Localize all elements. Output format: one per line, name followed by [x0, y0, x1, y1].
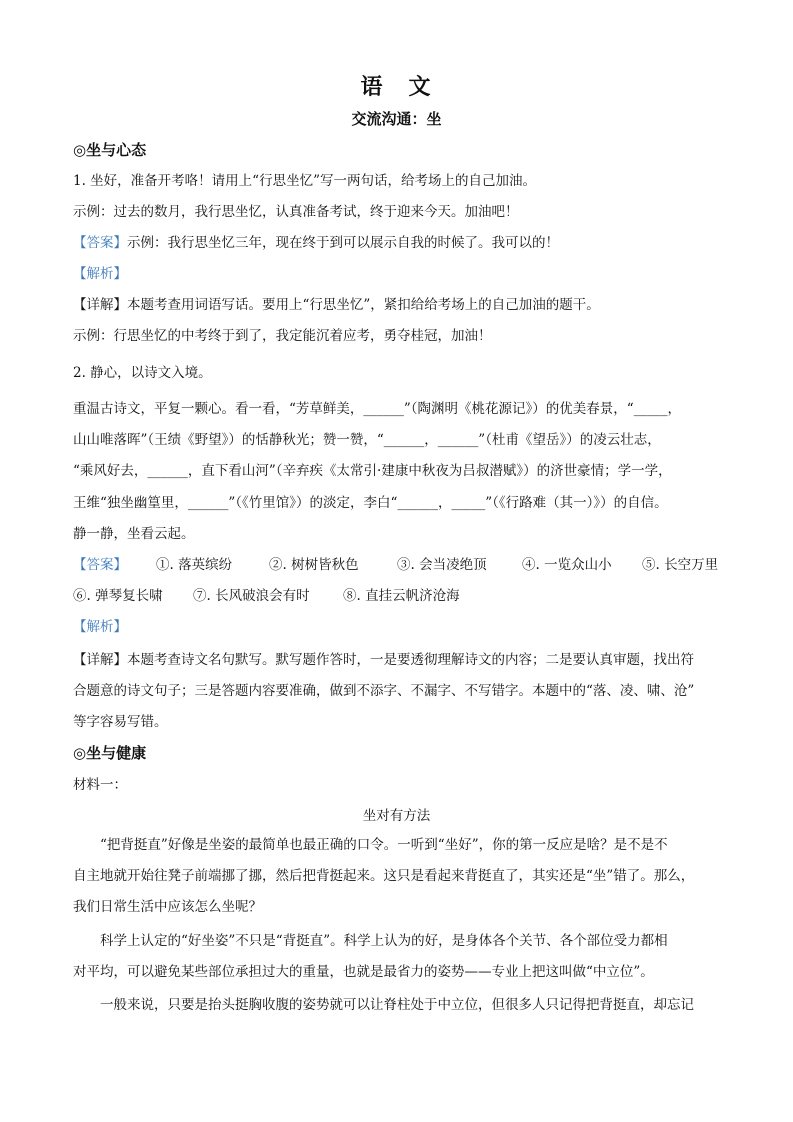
question-1-answer: [73, 233, 733, 253]
page-title: 语 文: [360, 75, 433, 100]
material-label: 材料一：: [73, 777, 127, 793]
answer-item: ⑧. 直挂云帆济沧海: [343, 588, 460, 604]
poem-line: 重温古诗文，平复一颗心。看一看，“芳草鲜美，______”（陶渊明《桃花源记》）的优美春景，“_____，: [73, 401, 681, 417]
answer-text: 示例：我行思坐忆三年，现在终于到可以展示自我的时候了。我可以的！: [127, 235, 559, 251]
answer-item: ⑥. 弹琴复长啸: [73, 588, 163, 604]
section-heading: ◎坐与健康: [73, 744, 147, 762]
material-line: 科学上认定的“好坐姿”不只是“背挺直”。科学上认为的好，是身体各个关节、各个部位受力都相: [100, 933, 668, 949]
poem-line: 王维“独坐幽篁里，______”（《竹里馆》）的淡定，李白“______，_____”（《行路难（其一）》）的自信。: [73, 495, 668, 511]
material-line: 对平均，可以避免某些部位承担过大的重量，也就是最省力的姿势——专业上把这叫做“中立位”。: [73, 964, 654, 980]
question-2-prompt: 2. 静心，以诗文入境。: [73, 365, 212, 381]
question-1-detail: [73, 295, 733, 315]
answer-item: ③. 会当凌绝顶: [397, 557, 487, 573]
question-2-detail: [73, 650, 733, 670]
detail-text: 本题考查用词语写话。要用上“行思坐忆”，紧扣给给考场上的自己加油的题干。: [127, 297, 600, 313]
question-1-prompt: 1. 坐好，准备开考咯！请用上“行思坐忆”写一两句话，给考场上的自己加油。: [73, 173, 536, 189]
material-line: 我们日常生活中应该怎么坐呢？: [73, 899, 262, 915]
answer-tag: 【答案】: [73, 557, 127, 573]
question-2-answers: [73, 555, 733, 575]
page-subtitle: 交流沟通：坐: [351, 110, 442, 128]
answer-item: ④. 一览众山小: [522, 557, 612, 573]
answer-tag: 【答案】: [73, 235, 127, 251]
analysis-tag: 【解析】: [73, 619, 127, 635]
poem-line: “乘风好去，______，直下看山河”（辛弃疾《太常引·建康中秋夜为吕叔潜赋》）的济世豪情；学一学，: [73, 463, 672, 479]
poem-line: 山山唯落晖”（王绩《野望》）的恬静秋光；赞一赞，“______，______”（杜甫《望岳》）的凌云壮志，: [73, 432, 661, 448]
answer-item: ⑤. 长空万里: [642, 557, 719, 573]
poem-line: 静一静，坐看云起。: [73, 526, 195, 542]
answer-item: ②. 树树皆秋色: [269, 557, 359, 573]
question-2-answers-cont: [73, 586, 733, 606]
analysis-tag: 【解析】: [73, 266, 127, 282]
section-heading: ◎坐与心态: [73, 141, 147, 159]
material-line: “把背挺直”好像是坐姿的最简单也最正确的口令。一听到“坐好”，你的第一反应是啥？是不是不: [100, 837, 668, 853]
answer-item: ⑦. 长风破浪会有时: [193, 588, 310, 604]
material-title: 坐对有方法: [362, 808, 431, 824]
detail-tag: 【详解】: [73, 652, 127, 668]
question-1-example: 示例：过去的数月，我行思坐忆，认真准备考试，终于迎来今天。加油吧！: [73, 204, 519, 220]
detail-tag: 【详解】: [73, 297, 127, 313]
answer-item: ①. 落英缤纷: [156, 557, 233, 573]
question-1-detail-example: 示例：行思坐忆的中考终于到了，我定能沉着应考，勇夺桂冠，加油！: [73, 328, 492, 344]
detail-line: 等字容易写错。: [73, 714, 168, 730]
material-line: 一般来说，只要是抬头挺胸收腹的姿势就可以让脊柱处于中立位，但很多人只记得把背挺直，却忘记: [100, 997, 694, 1013]
material-line: 自主地就开始往凳子前端挪了挪，然后把背挺起来。这只是看起来背挺直了，其实还是“坐”错了。那么，: [73, 868, 695, 884]
detail-text: 本题考查诗文名句默写。默写题作答时，一是要透彻理解诗文的内容；二是要认真审题，找出符: [127, 652, 694, 668]
detail-line: 合题意的诗文句子；三是答题内容要准确，做到不添字、不漏字、不写错字。本题中的“落、凌、啸、沧”: [73, 683, 695, 699]
